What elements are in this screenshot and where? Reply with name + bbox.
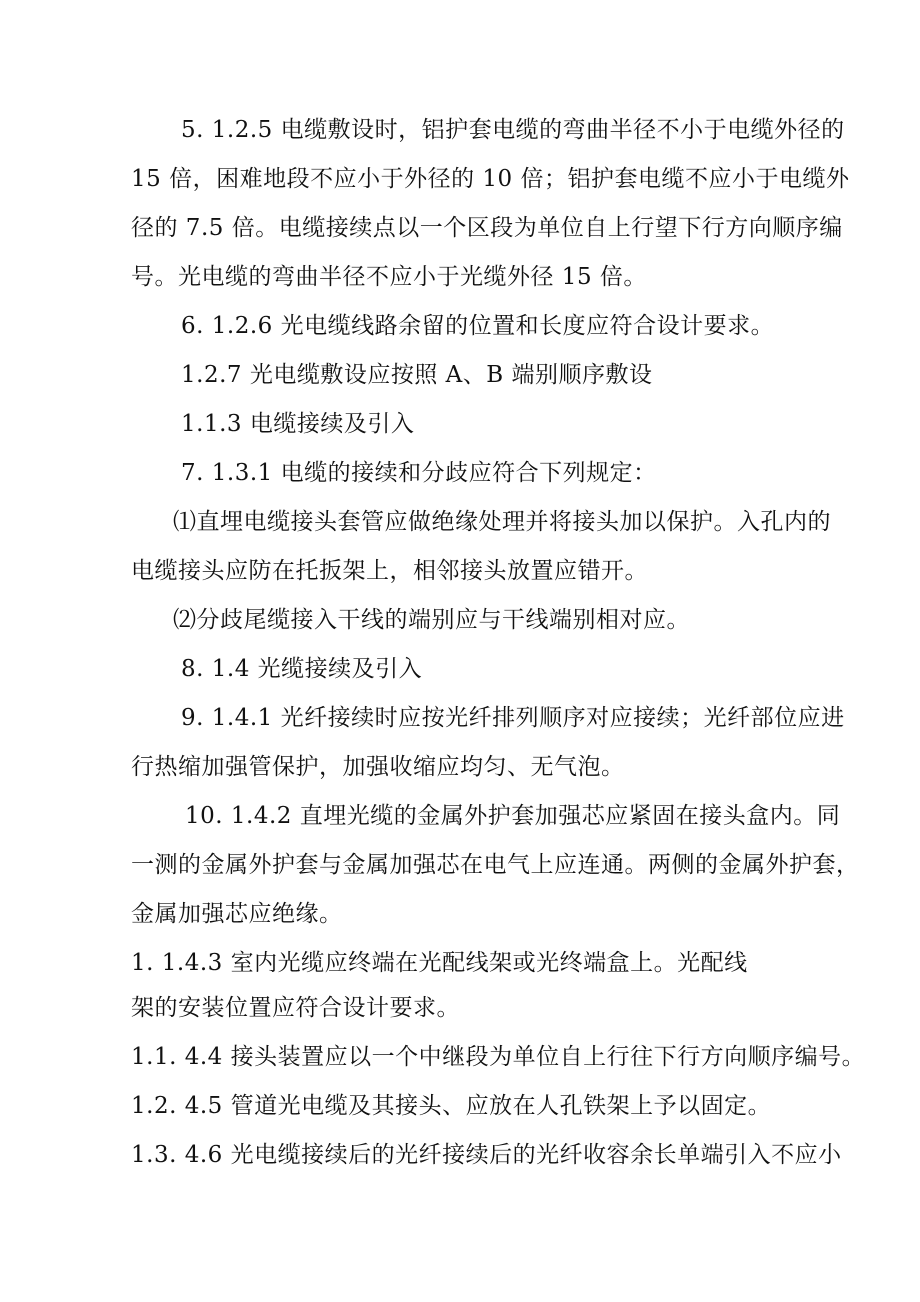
paragraph-line: 1.1. 4.4 接头装置应以一个中继段为单位自上行往下行方向顺序编号。: [131, 1044, 866, 1070]
paragraph-line: 电缆接头应防在托扳架上，相邻接头放置应错开。: [131, 558, 648, 584]
paragraph-line: 9. 1.4.1 光纤接续时应按光纤排列顺序对应接续；光纤部位应进: [181, 705, 845, 731]
paragraph-line: 1.2.7 光电缆敷设应按照 A、B 端别顺序敷设: [181, 362, 653, 388]
paragraph-line: ⑵分歧尾缆接入干线的端别应与干线端别相对应。: [173, 607, 690, 633]
paragraph-line: 10. 1.4.2 直埋光缆的金属外护套加强芯应紧固在接头盒内。同: [185, 803, 841, 829]
paragraph-line: 1.2. 4.5 管道光电缆及其接头、应放在人孔铁架上予以固定。: [131, 1093, 772, 1119]
paragraph-line: 一测的金属外护套与金属加强芯在电气上应连通。两侧的金属外护套，: [131, 852, 860, 878]
section-heading: 8. 1.4 光缆接续及引入: [181, 656, 423, 682]
paragraph-line: 15 倍，困难地段不应小于外径的 10 倍；铝护套电缆不应小于电缆外: [131, 166, 850, 192]
paragraph-line: 径的 7.5 倍。电缆接续点以一个区段为单位自上行望下行方向顺序编: [131, 215, 843, 241]
paragraph-line: 金属加强芯应绝缘。: [131, 901, 343, 927]
paragraph-line: 行热缩加强管保护，加强收缩应均匀、无气泡。: [131, 754, 625, 780]
section-heading: 1.1.3 电缆接续及引入: [181, 411, 415, 437]
paragraph-line: 5. 1.2.5 电缆敷设时，铝护套电缆的弯曲半径不小于电缆外径的: [181, 117, 845, 143]
paragraph-line: ⑴直埋电缆接头套管应做绝缘处理并将接头加以保护。入孔内的: [173, 509, 831, 535]
paragraph-line: 1.3. 4.6 光电缆接续后的光纤接续后的光纤收容余长单端引入不应小: [131, 1142, 842, 1168]
paragraph-line: 架的安装位置应符合设计要求。: [131, 995, 460, 1021]
paragraph-line: 7. 1.3.1 电缆的接续和分歧应符合下列规定：: [181, 460, 657, 486]
paragraph-line: 号。光电缆的弯曲半径不应小于光缆外径 15 倍。: [131, 264, 647, 290]
paragraph-line: 6. 1.2.6 光电缆线路余留的位置和长度应符合设计要求。: [181, 313, 775, 339]
paragraph-line: 1. 1.4.3 室内光缆应终端在光配线架或光终端盒上。光配线: [131, 950, 748, 976]
